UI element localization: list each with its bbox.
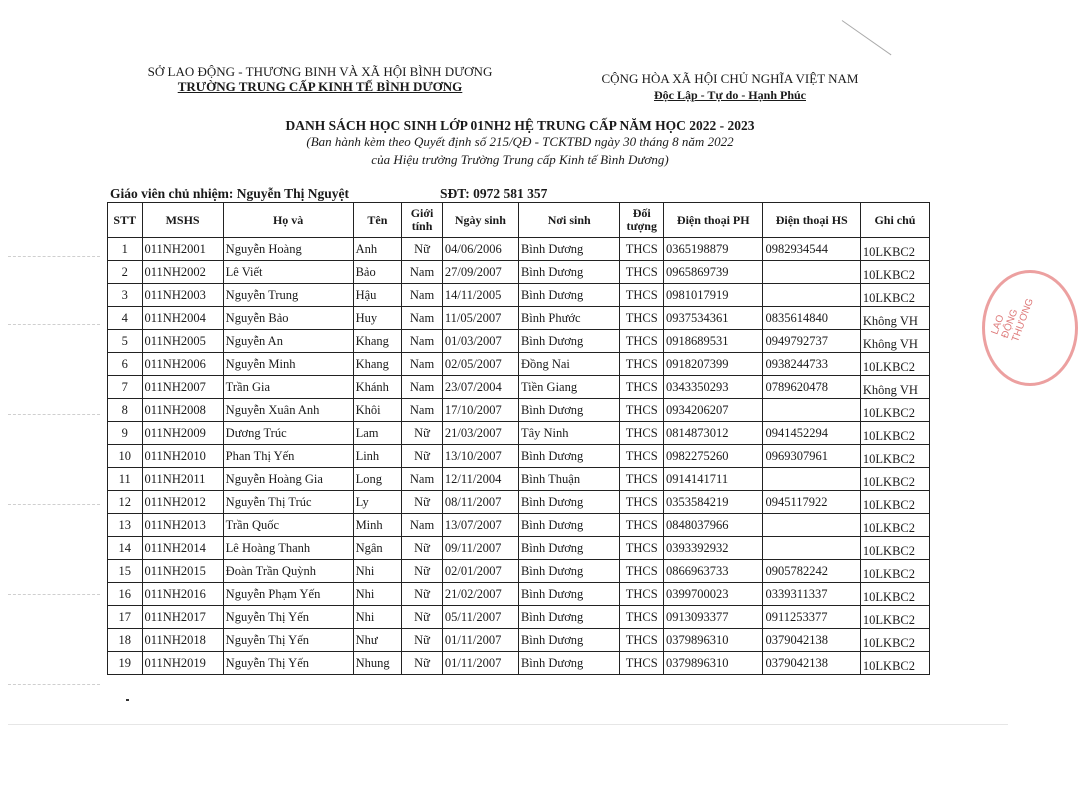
table-row (108, 422, 930, 445)
cell-gioi-tinh: Nam (402, 307, 443, 330)
cell-gioi-tinh: Nam (402, 330, 443, 353)
table-row (108, 353, 930, 376)
col-header-ho-va: Họ và (223, 203, 353, 238)
table-row (108, 330, 930, 353)
cell-doi-tuong: THCS (620, 468, 664, 491)
cell-stt: 9 (108, 422, 143, 445)
cell-dien-thoai-ph: 0399700023 (664, 583, 763, 606)
cell-noi-sinh: Đồng Nai (518, 353, 619, 376)
cell-ngay-sinh: 17/10/2007 (442, 399, 518, 422)
cell-ngay-sinh: 11/05/2007 (442, 307, 518, 330)
cell-doi-tuong: THCS (620, 560, 664, 583)
issuing-agency-header (110, 64, 530, 94)
national-motto-header (575, 70, 885, 104)
cell-ten: Khôi (353, 399, 402, 422)
cell-stt: 16 (108, 583, 143, 606)
cell-ten: Nhi (353, 560, 402, 583)
cell-ngay-sinh: 04/06/2006 (442, 238, 518, 261)
cell-gioi-tinh: Nữ (402, 238, 443, 261)
cell-stt: 13 (108, 514, 143, 537)
scan-dash-line (8, 594, 100, 596)
col-header-gioi-tinh: Giới tính (402, 203, 443, 238)
cell-dien-thoai-hs: 0982934544 (763, 238, 860, 261)
cell-ghi-chu: 10LKBC2 (860, 514, 929, 537)
cell-ten: Hậu (353, 284, 402, 307)
cell-doi-tuong: THCS (620, 422, 664, 445)
cell-gioi-tinh: Nữ (402, 560, 443, 583)
cell-dien-thoai-hs: 0938244733 (763, 353, 860, 376)
cell-dien-thoai-ph: 0379896310 (664, 652, 763, 675)
cell-stt: 17 (108, 606, 143, 629)
cell-dien-thoai-hs (763, 399, 860, 422)
cell-mshs: 011NH2019 (142, 652, 223, 675)
cell-ghi-chu: 10LKBC2 (860, 399, 929, 422)
cell-mshs: 011NH2004 (142, 307, 223, 330)
document-title: DANH SÁCH HỌC SINH LỚP 01NH2 HỆ TRUNG CẤP NĂM HỌC 2022 - 2023 (285, 118, 755, 133)
cell-ngay-sinh: 27/09/2007 (442, 261, 518, 284)
cell-gioi-tinh: Nam (402, 353, 443, 376)
cell-ngay-sinh: 05/11/2007 (442, 606, 518, 629)
cell-mshs: 011NH2008 (142, 399, 223, 422)
cell-ghi-chu: Không VH (860, 330, 929, 353)
table-row (108, 399, 930, 422)
cell-dien-thoai-hs: 0905782242 (763, 560, 860, 583)
cell-ho-va: Phan Thị Yến (223, 445, 353, 468)
cell-ho-va: Nguyễn Thị Yến (223, 629, 353, 652)
document-subtitle (230, 133, 810, 169)
cell-doi-tuong: THCS (620, 514, 664, 537)
cell-ho-va: Nguyễn Phạm Yến (223, 583, 353, 606)
cell-dien-thoai-ph: 0353584219 (664, 491, 763, 514)
cell-stt: 10 (108, 445, 143, 468)
cell-ngay-sinh: 13/10/2007 (442, 445, 518, 468)
cell-dien-thoai-ph: 0982275260 (664, 445, 763, 468)
cell-dien-thoai-ph: 0914141711 (664, 468, 763, 491)
col-header-ten: Tên (353, 203, 402, 238)
cell-mshs: 011NH2002 (142, 261, 223, 284)
table-row (108, 514, 930, 537)
cell-dien-thoai-hs: 0835614840 (763, 307, 860, 330)
cell-mshs: 011NH2015 (142, 560, 223, 583)
cell-mshs: 011NH2012 (142, 491, 223, 514)
cell-ghi-chu: 10LKBC2 (860, 353, 929, 376)
teacher-phone: SĐT: 0972 581 357 (440, 186, 548, 201)
cell-dien-thoai-ph: 0965869739 (664, 261, 763, 284)
cell-ngay-sinh: 08/11/2007 (442, 491, 518, 514)
cell-dien-thoai-hs: 0379042138 (763, 629, 860, 652)
subtitle-line-2: của Hiệu trưởng Trường Trung cấp Kinh tế Bình Dương) (371, 152, 669, 167)
cell-stt: 11 (108, 468, 143, 491)
cell-ho-va: Trần Gia (223, 376, 353, 399)
cell-doi-tuong: THCS (620, 629, 664, 652)
cell-ghi-chu: Không VH (860, 307, 929, 330)
cell-ngay-sinh: 13/07/2007 (442, 514, 518, 537)
cell-ngay-sinh: 02/05/2007 (442, 353, 518, 376)
cell-dien-thoai-hs: 0339311337 (763, 583, 860, 606)
table-row (108, 445, 930, 468)
cell-doi-tuong: THCS (620, 445, 664, 468)
cell-dien-thoai-ph: 0913093377 (664, 606, 763, 629)
table-row (108, 560, 930, 583)
scan-edge-line (8, 724, 1008, 725)
cell-stt: 12 (108, 491, 143, 514)
cell-doi-tuong: THCS (620, 353, 664, 376)
school-name: TRƯỜNG TRUNG CẤP KINH TẾ BÌNH DƯƠNG (177, 79, 463, 94)
cell-noi-sinh: Bình Thuận (518, 468, 619, 491)
cell-noi-sinh: Bình Dương (518, 514, 619, 537)
cell-ho-va: Nguyễn Bảo (223, 307, 353, 330)
cell-dien-thoai-hs (763, 284, 860, 307)
subtitle-line-1: (Ban hành kèm theo Quyết định số 215/QĐ - TCKTBD ngày 30 tháng 8 năm 2022 (306, 134, 734, 149)
cell-gioi-tinh: Nam (402, 399, 443, 422)
cell-doi-tuong: THCS (620, 284, 664, 307)
cell-ho-va: Nguyễn Xuân Anh (223, 399, 353, 422)
cell-ten: Khánh (353, 376, 402, 399)
cell-gioi-tinh: Nữ (402, 652, 443, 675)
cell-ghi-chu: 10LKBC2 (860, 445, 929, 468)
cell-dien-thoai-ph: 0918689531 (664, 330, 763, 353)
cell-gioi-tinh: Nữ (402, 606, 443, 629)
cell-dien-thoai-hs (763, 514, 860, 537)
cell-ghi-chu: 10LKBC2 (860, 261, 929, 284)
cell-ghi-chu: 10LKBC2 (860, 238, 929, 261)
cell-stt: 2 (108, 261, 143, 284)
cell-ten: Huy (353, 307, 402, 330)
table-row (108, 606, 930, 629)
cell-dien-thoai-ph: 0365198879 (664, 238, 763, 261)
cell-ten: Linh (353, 445, 402, 468)
cell-doi-tuong: THCS (620, 583, 664, 606)
cell-doi-tuong: THCS (620, 261, 664, 284)
cell-stt: 15 (108, 560, 143, 583)
cell-ho-va: Nguyễn Thị Trúc (223, 491, 353, 514)
cell-ngay-sinh: 21/02/2007 (442, 583, 518, 606)
cell-noi-sinh: Bình Dương (518, 537, 619, 560)
cell-stt: 8 (108, 399, 143, 422)
cell-stt: 14 (108, 537, 143, 560)
cell-mshs: 011NH2009 (142, 422, 223, 445)
cell-ho-va: Nguyễn Minh (223, 353, 353, 376)
cell-mshs: 011NH2010 (142, 445, 223, 468)
cell-stt: 3 (108, 284, 143, 307)
scan-dash-line (8, 414, 100, 416)
cell-ngay-sinh: 21/03/2007 (442, 422, 518, 445)
cell-ngay-sinh: 01/11/2007 (442, 629, 518, 652)
cell-dien-thoai-hs: 0945117922 (763, 491, 860, 514)
cell-mshs: 011NH2013 (142, 514, 223, 537)
cell-ten: Ngân (353, 537, 402, 560)
cell-dien-thoai-hs: 0789620478 (763, 376, 860, 399)
cell-gioi-tinh: Nam (402, 284, 443, 307)
cell-dien-thoai-hs (763, 468, 860, 491)
cell-dien-thoai-ph: 0814873012 (664, 422, 763, 445)
cell-doi-tuong: THCS (620, 399, 664, 422)
cell-noi-sinh: Bình Dương (518, 652, 619, 675)
cell-dien-thoai-ph: 0934206207 (664, 399, 763, 422)
cell-ten: Lam (353, 422, 402, 445)
student-list-table (107, 202, 930, 675)
cell-dien-thoai-ph: 0918207399 (664, 353, 763, 376)
cell-ngay-sinh: 12/11/2004 (442, 468, 518, 491)
cell-noi-sinh: Bình Dương (518, 445, 619, 468)
table-row (108, 376, 930, 399)
cell-ho-va: Nguyễn Trung (223, 284, 353, 307)
cell-dien-thoai-hs: 0379042138 (763, 652, 860, 675)
homeroom-teacher: Giáo viên chủ nhiệm: Nguyễn Thị Nguyệt (110, 186, 350, 201)
cell-ghi-chu: 10LKBC2 (860, 422, 929, 445)
cell-doi-tuong: THCS (620, 376, 664, 399)
cell-mshs: 011NH2001 (142, 238, 223, 261)
cell-gioi-tinh: Nữ (402, 537, 443, 560)
agency-name: SỞ LAO ĐỘNG - THƯƠNG BINH VÀ XÃ HỘI BÌNH DƯƠNG (147, 64, 493, 79)
cell-noi-sinh: Tây Ninh (518, 422, 619, 445)
cell-ghi-chu: 10LKBC2 (860, 583, 929, 606)
cell-stt: 18 (108, 629, 143, 652)
cell-ngay-sinh: 01/03/2007 (442, 330, 518, 353)
cell-noi-sinh: Bình Dương (518, 284, 619, 307)
cell-ho-va: Nguyễn Hoàng Gia (223, 468, 353, 491)
cell-noi-sinh: Tiền Giang (518, 376, 619, 399)
cell-stt: 4 (108, 307, 143, 330)
cell-ngay-sinh: 09/11/2007 (442, 537, 518, 560)
cell-dien-thoai-ph: 0866963733 (664, 560, 763, 583)
cell-mshs: 011NH2003 (142, 284, 223, 307)
cell-dien-thoai-hs: 0969307961 (763, 445, 860, 468)
cell-ho-va: Nguyễn An (223, 330, 353, 353)
cell-dien-thoai-hs: 0941452294 (763, 422, 860, 445)
cell-noi-sinh: Bình Dương (518, 583, 619, 606)
cell-gioi-tinh: Nam (402, 261, 443, 284)
cell-dien-thoai-hs (763, 537, 860, 560)
cell-ghi-chu: 10LKBC2 (860, 468, 929, 491)
scan-artifact-line (842, 20, 892, 55)
col-header-dien-thoai-ph: Điện thoại PH (664, 203, 763, 238)
cell-ghi-chu: 10LKBC2 (860, 537, 929, 560)
cell-mshs: 011NH2018 (142, 629, 223, 652)
table-row (108, 583, 930, 606)
table-row (108, 307, 930, 330)
cell-dien-thoai-hs: 0911253377 (763, 606, 860, 629)
cell-ten: Như (353, 629, 402, 652)
seal-text: LAO ĐỘNG THƯƠNG (989, 297, 1037, 344)
cell-dien-thoai-hs (763, 261, 860, 284)
cell-ten: Bảo (353, 261, 402, 284)
table-row (108, 537, 930, 560)
cell-noi-sinh: Bình Dương (518, 330, 619, 353)
col-header-noi-sinh: Nơi sinh (518, 203, 619, 238)
cell-gioi-tinh: Nữ (402, 583, 443, 606)
cell-ngay-sinh: 14/11/2005 (442, 284, 518, 307)
cell-ten: Nhi (353, 583, 402, 606)
cell-ten: Ly (353, 491, 402, 514)
cell-dien-thoai-ph: 0848037966 (664, 514, 763, 537)
cell-gioi-tinh: Nữ (402, 445, 443, 468)
cell-ten: Long (353, 468, 402, 491)
cell-noi-sinh: Bình Dương (518, 629, 619, 652)
table-header (108, 203, 930, 238)
cell-ten: Khang (353, 353, 402, 376)
cell-mshs: 011NH2016 (142, 583, 223, 606)
cell-mshs: 011NH2011 (142, 468, 223, 491)
cell-mshs: 011NH2007 (142, 376, 223, 399)
cell-gioi-tinh: Nữ (402, 422, 443, 445)
scan-dash-line (8, 256, 100, 258)
cell-ngay-sinh: 02/01/2007 (442, 560, 518, 583)
table-row (108, 238, 930, 261)
cell-doi-tuong: THCS (620, 537, 664, 560)
col-header-dien-thoai-hs: Điện thoại HS (763, 203, 860, 238)
scan-dash-line (8, 684, 100, 686)
cell-ten: Khang (353, 330, 402, 353)
cell-ho-va: Nguyễn Thị Yến (223, 652, 353, 675)
cell-ghi-chu: 10LKBC2 (860, 284, 929, 307)
cell-dien-thoai-ph: 0379896310 (664, 629, 763, 652)
cell-mshs: 011NH2014 (142, 537, 223, 560)
cell-gioi-tinh: Nam (402, 468, 443, 491)
cell-noi-sinh: Bình Dương (518, 238, 619, 261)
cell-dien-thoai-hs: 0949792737 (763, 330, 860, 353)
cell-ngay-sinh: 01/11/2007 (442, 652, 518, 675)
cell-stt: 1 (108, 238, 143, 261)
cell-noi-sinh: Bình Dương (518, 560, 619, 583)
cell-gioi-tinh: Nam (402, 514, 443, 537)
cell-doi-tuong: THCS (620, 491, 664, 514)
scan-dash-line (8, 324, 100, 326)
cell-dien-thoai-ph: 0981017919 (664, 284, 763, 307)
cell-ho-va: Nguyễn Hoàng (223, 238, 353, 261)
cell-ho-va: Nguyễn Thị Yến (223, 606, 353, 629)
col-header-doi-tuong: Đối tượng (620, 203, 664, 238)
table-row (108, 284, 930, 307)
scan-mark (126, 699, 129, 701)
cell-gioi-tinh: Nữ (402, 629, 443, 652)
cell-dien-thoai-ph: 0343350293 (664, 376, 763, 399)
cell-ghi-chu: 10LKBC2 (860, 629, 929, 652)
table-row (108, 652, 930, 675)
cell-doi-tuong: THCS (620, 606, 664, 629)
cell-doi-tuong: THCS (620, 652, 664, 675)
cell-gioi-tinh: Nữ (402, 491, 443, 514)
cell-mshs: 011NH2005 (142, 330, 223, 353)
cell-noi-sinh: Bình Dương (518, 606, 619, 629)
cell-mshs: 011NH2017 (142, 606, 223, 629)
cell-stt: 19 (108, 652, 143, 675)
cell-noi-sinh: Bình Dương (518, 261, 619, 284)
cell-noi-sinh: Bình Dương (518, 399, 619, 422)
cell-ghi-chu: Không VH (860, 376, 929, 399)
table-row (108, 491, 930, 514)
col-header-mshs: MSHS (142, 203, 223, 238)
cell-ghi-chu: 10LKBC2 (860, 606, 929, 629)
cell-ngay-sinh: 23/07/2004 (442, 376, 518, 399)
cell-ghi-chu: 10LKBC2 (860, 652, 929, 675)
cell-ghi-chu: 10LKBC2 (860, 560, 929, 583)
cell-ten: Anh (353, 238, 402, 261)
cell-ho-va: Trần Quốc (223, 514, 353, 537)
cell-ho-va: Lê Hoàng Thanh (223, 537, 353, 560)
cell-doi-tuong: THCS (620, 238, 664, 261)
motto: Độc Lập - Tự do - Hạnh Phúc (653, 88, 806, 102)
cell-noi-sinh: Bình Phước (518, 307, 619, 330)
cell-stt: 6 (108, 353, 143, 376)
scan-dash-line (8, 504, 100, 506)
table-row (108, 261, 930, 284)
cell-doi-tuong: THCS (620, 307, 664, 330)
cell-dien-thoai-ph: 0937534361 (664, 307, 763, 330)
table-row (108, 629, 930, 652)
col-header-ghi-chu: Ghi chú (860, 203, 929, 238)
cell-stt: 5 (108, 330, 143, 353)
table-body (108, 238, 930, 675)
cell-ten: Minh (353, 514, 402, 537)
cell-stt: 7 (108, 376, 143, 399)
col-header-stt: STT (108, 203, 143, 238)
col-header-ngay-sinh: Ngày sinh (442, 203, 518, 238)
cell-dien-thoai-ph: 0393392932 (664, 537, 763, 560)
cell-noi-sinh: Bình Dương (518, 491, 619, 514)
cell-ho-va: Lê Viết (223, 261, 353, 284)
cell-ten: Nhung (353, 652, 402, 675)
table-row (108, 468, 930, 491)
cell-ghi-chu: 10LKBC2 (860, 491, 929, 514)
cell-ten: Nhi (353, 606, 402, 629)
cell-mshs: 011NH2006 (142, 353, 223, 376)
cell-doi-tuong: THCS (620, 330, 664, 353)
cell-ho-va: Dương Trúc (223, 422, 353, 445)
cell-ho-va: Đoàn Trần Quỳnh (223, 560, 353, 583)
country-name: CỘNG HÒA XÃ HỘI CHỦ NGHĨA VIỆT NAM (601, 71, 859, 86)
cell-gioi-tinh: Nam (402, 376, 443, 399)
